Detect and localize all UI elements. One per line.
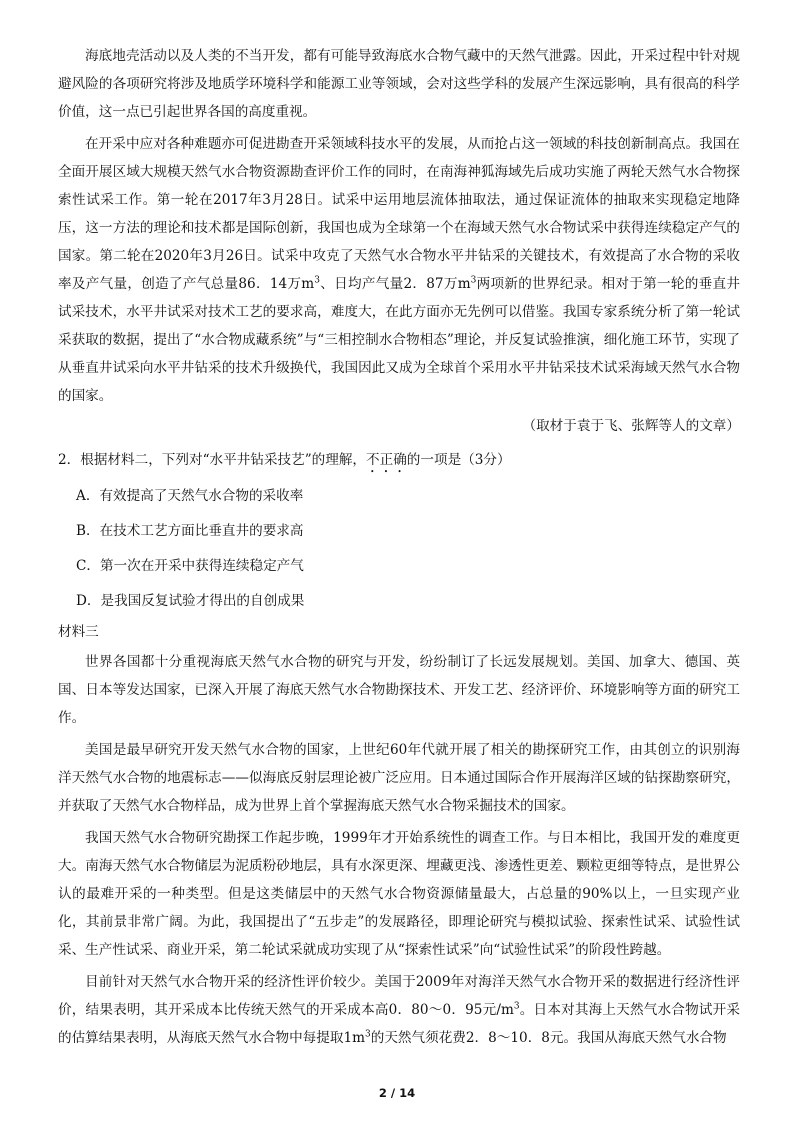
- option-c: C．第一次在开采中获得连续稳定产气: [76, 558, 304, 574]
- paragraph-econ-text-3: 的天然气须花费2．8～10．8元。我国从海底天然气水合物: [370, 1030, 727, 1046]
- paragraph-trial-text-3: 两项新的世界纪录。相对于第一轮的垂直井试采技术，水平井试采对技术工艺的要求高，难度大，在此方面亦无先例可以借鉴。我国专家系统分析了第一轮试采获取的数据，提出了“水合物成藏系统”与“三相控制水合物相态”理论，并反复试验推演，细化施工环节，实现了从垂直井试采向水平井钻采的技术升级换代，我国因此又成为全球首个采用水平井钻采技术试采海域天然气水合物的国家。: [58, 276, 741, 404]
- superscript: 3: [365, 1029, 371, 1040]
- paragraph-econ-text-2: 。日本对其海上天然气水合物试开采的估算结果表明，从海底天然气水合物中每提取1m: [58, 1002, 740, 1046]
- paragraph-trial-mining: [58, 130, 740, 410]
- option-b: B．在技术工艺方面比垂直井的要求高: [76, 523, 304, 539]
- material-three-text: [58, 648, 740, 1052]
- answer-options: [76, 479, 304, 619]
- paragraph-trial-text-2: 、日均产气量2．87万m: [319, 276, 471, 292]
- section-label-material-three: 材料三: [58, 624, 99, 640]
- paragraph-usa-japan: 美国是最早研究开发天然气水合物的国家，上世纪60年代就开展了相关的勘探研究工作，由其创立的识别海洋天然气水合物的地震标志——似海底反射层理论被广泛应用。日本通过国际合作开展海洋区域的钻探勘察研究，并获取了天然气水合物样品，成为世界上首个掌握海底天然气水合物采掘技术的国家。: [58, 742, 740, 814]
- option-d: D．是我国反复试验才得出的自创成果: [76, 593, 305, 609]
- paragraph-risk: 海底地壳活动以及人类的不当开发，都有可能导致海底水合物气藏中的天然气泄露。因此，开采过程中针对规避风险的各项研究将涉及地质学环境科学和能源工业等领域，会对这些学科的发展产生深远影响，具有很高的科学价值，这一点已引起世界各国的高度重视。: [58, 48, 740, 120]
- paragraph-world: 世界各国都十分重视海底天然气水合物的研究与开发，纷纷制订了长远发展规划。美国、加拿大、德国、英国、日本等发达国家，已深入开展了海底天然气水合物勘探技术、开发工艺、经济评价、环境影响等方面的研究工作。: [58, 654, 740, 726]
- paragraph-trial-text-1: 在开采中应对各种难题亦可促进勘查开采领域科技水平的发展，从而抢占这一领域的科技创新制高点。我国在全面开展区域大规模天然气水合物资源勘查评价工作的同时，在南海神狐海域先后成功实施了两轮天然气水合物探索性试采工作。第一轮在2017年3月28日。试采中运用地层流体抽取法，通过保证流体的抽取来实现稳定地降压，这一方法的理论和技术都是国际创新，我国也成为全球第一个在海域天然气水合物试采中获得连续稳定产气的国家。第二轮在2020年3月26日。试采中攻克了天然气水合物水平井钻采的关键技术，有效提高了水合物的采收率及产气量，创造了产气总量86．14万m: [58, 136, 740, 292]
- question-emphasis: 不正确: [366, 452, 407, 468]
- question-suffix: 的一项是（3分）: [406, 452, 511, 468]
- paragraph-economics: [58, 968, 740, 1052]
- superscript: 3: [513, 1001, 520, 1012]
- question-prefix: 2．根据材料二，下列对“水平井钻采技艺”的理解，: [58, 452, 367, 468]
- source-citation: （取材于袁于飞、张辉等人的文章）: [522, 418, 740, 434]
- superscript: 3: [470, 275, 477, 286]
- paragraph-econ-text-1: 目前针对天然气水合物开采的经济性评价较少。美国于2009年对海洋天然气水合物开采的数据进行经济性评价，结果表明，其开采成本比传统天然气的开采成本高0．80～0．95元/m: [58, 974, 740, 1018]
- question-2: [58, 446, 511, 476]
- material-two-text: [58, 42, 740, 410]
- page-number: 2 / 14: [378, 1086, 416, 1100]
- option-a: A．有效提高了天然气水合物的采收率: [76, 488, 304, 504]
- paragraph-china: 我国天然气水合物研究勘探工作起步晚，1999年才开始系统性的调查工作。与日本相比，我国开发的难度更大。南海天然气水合物储层为泥质粉砂地层，具有水深更深、埋藏更浅、渗透性更差、颗粒更细等特点，是世界公认的最难开采的一种类型。但是这类储层中的天然气水合物资源储量最大，占总量的90%以上，一旦实现产业化，其前景非常广阔。为此，我国提出了“五步走”的发展路径，即理论研究与模拟试验、探索性试采、试验性试采、生产性试采、商业开采，第二轮试采就成功实现了从“探索性试采”向“试验性试采”的阶段性跨越。: [58, 830, 740, 958]
- superscript: 3: [314, 275, 320, 286]
